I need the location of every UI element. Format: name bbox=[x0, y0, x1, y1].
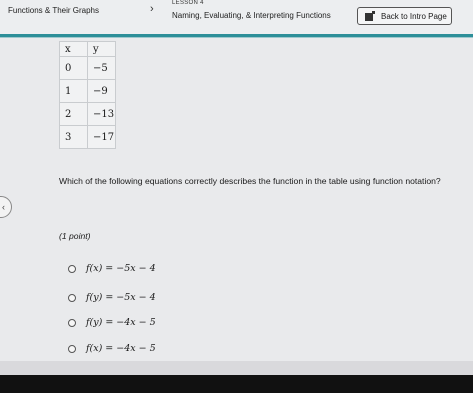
table-cell-y: −17 bbox=[88, 126, 116, 149]
table-cell-y: −5 bbox=[88, 57, 116, 80]
back-to-intro-button[interactable] bbox=[357, 7, 452, 25]
screen-bezel bbox=[0, 375, 473, 393]
answer-option-1[interactable] bbox=[68, 263, 156, 274]
radio-button[interactable] bbox=[68, 319, 76, 327]
table-header-y: y bbox=[88, 42, 116, 57]
radio-button[interactable] bbox=[68, 265, 76, 273]
table-cell-y: −9 bbox=[88, 80, 116, 103]
table-row bbox=[60, 80, 116, 103]
answer-option-2[interactable] bbox=[68, 292, 156, 303]
lesson-title: Naming, Evaluating, & Interpreting Functions bbox=[172, 11, 331, 20]
table-row bbox=[60, 126, 116, 149]
point-value: (1 point) bbox=[59, 231, 91, 241]
answer-option-4[interactable] bbox=[68, 343, 156, 354]
question-text: Which of the following equations correctly describes the function in the table using function notation? bbox=[59, 176, 441, 186]
table-cell-x: 3 bbox=[60, 126, 88, 149]
option-label: f(x) = −4x − 5 bbox=[86, 343, 156, 354]
header-divider-light bbox=[0, 37, 473, 38]
table-cell-x: 1 bbox=[60, 80, 88, 103]
table-cell-x: 2 bbox=[60, 103, 88, 126]
option-label: f(x) = −5x − 4 bbox=[86, 263, 156, 274]
option-label: f(y) = −5x − 4 bbox=[86, 292, 156, 303]
chevron-left-icon: ‹ bbox=[2, 202, 5, 212]
top-bar bbox=[0, 0, 473, 34]
table-row bbox=[60, 103, 116, 126]
book-arrow-icon bbox=[365, 11, 375, 21]
breadcrumb-unit[interactable]: Functions & Their Graphs bbox=[8, 6, 100, 15]
table-header-x: x bbox=[60, 42, 88, 57]
radio-button[interactable] bbox=[68, 345, 76, 353]
answer-option-3[interactable] bbox=[68, 317, 156, 328]
option-label: f(y) = −4x − 5 bbox=[86, 317, 156, 328]
lesson-tag: LESSON 4 bbox=[172, 0, 204, 6]
function-table bbox=[59, 41, 116, 149]
footer-bar bbox=[0, 361, 473, 375]
table-cell-x: 0 bbox=[60, 57, 88, 80]
table-row bbox=[60, 57, 116, 80]
previous-question-button[interactable] bbox=[0, 196, 12, 218]
chevron-right-icon: › bbox=[150, 3, 154, 15]
table-cell-y: −13 bbox=[88, 103, 116, 126]
back-to-intro-label: Back to Intro Page bbox=[381, 11, 447, 21]
radio-button[interactable] bbox=[68, 294, 76, 302]
